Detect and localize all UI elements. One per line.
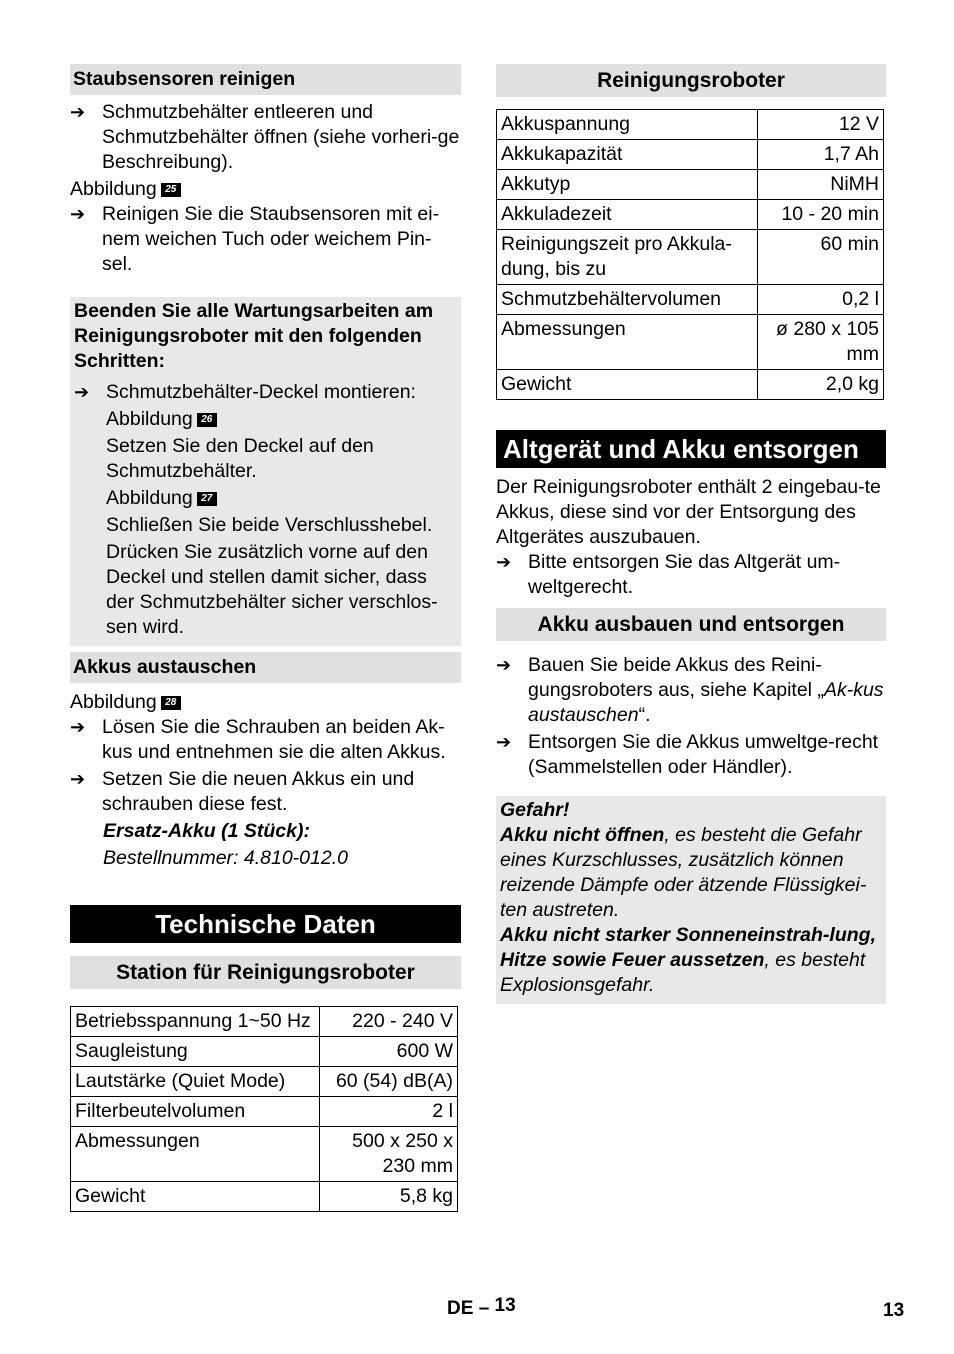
footer-dash: – — [478, 1298, 490, 1319]
section-heading-dust-sensors: Staubsensoren reinigen — [70, 64, 461, 95]
instruction-text: Drücken Sie zusätzlich vorne auf den Deckel und stellen damit sicher, dass der Schmutzbehälter sicher verschlos-sen wird. — [106, 541, 438, 638]
spec-value: 220 - 240 V — [320, 1007, 458, 1037]
list-item: ➔ Lösen Sie die Schrauben an beiden Ak-kus und entnehmen sie die alten Akkus. — [70, 716, 446, 763]
figure-number-badge: 28 — [161, 696, 181, 710]
arrow-right-icon: ➔ — [70, 102, 86, 122]
spec-value: 12 V — [758, 110, 884, 140]
table-row — [71, 1007, 458, 1037]
figure-number-badge: 27 — [197, 492, 217, 506]
spec-value: 600 W — [320, 1037, 458, 1067]
arrow-right-icon: ➔ — [70, 717, 86, 737]
spec-label: Akkuspannung — [497, 110, 758, 140]
arrow-right-icon: ➔ — [496, 655, 512, 675]
figure-number-badge: 26 — [197, 413, 217, 427]
table-row — [497, 140, 884, 170]
spec-value: 5,8 kg — [320, 1182, 458, 1212]
spec-label: Akkuladezeit — [497, 200, 758, 230]
spec-value: 2 l — [320, 1097, 458, 1127]
list-item: ➔ Bitte entsorgen Sie das Altgerät um-weltgerecht. — [496, 551, 841, 598]
spec-value: 0,2 l — [758, 285, 884, 315]
section-heading-replace-batteries: Akkus austauschen — [70, 652, 461, 683]
spec-label: Lautstärke (Quiet Mode) — [71, 1067, 320, 1097]
arrow-right-icon: ➔ — [70, 204, 86, 224]
warning-title: Gefahr! — [500, 799, 570, 821]
spec-label: Akkutyp — [497, 170, 758, 200]
arrow-right-icon: ➔ — [74, 382, 90, 402]
table-row — [497, 110, 884, 140]
order-number: Bestellnummer: 4.810-012.0 — [103, 847, 348, 869]
chapter-heading-disposal: Altgerät und Akku entsorgen — [496, 430, 886, 468]
page-footer — [447, 1296, 516, 1321]
instruction-text: Setzen Sie den Deckel auf den Schmutzbehälter. — [106, 435, 374, 482]
figure-number-badge: 25 — [161, 183, 181, 197]
section-heading-robot: Reinigungsroboter — [496, 64, 886, 97]
spec-value: 10 - 20 min — [758, 200, 884, 230]
table-row — [497, 200, 884, 230]
arrow-right-icon: ➔ — [496, 732, 512, 752]
footer-page-number: 13 — [494, 1295, 516, 1316]
disposal-paragraph: Der Reinigungsroboter enthält 2 eingebau-te Akkus, diese sind vor der Entsorgung des Altgerätes auszubauen. — [496, 476, 881, 548]
list-item: ➔ Schmutzbehälter-Deckel montieren: — [74, 381, 416, 403]
section-heading-battery-disposal: Akku ausbauen und entsorgen — [496, 608, 886, 641]
spec-value: 60 (54) dB(A) — [320, 1067, 458, 1097]
spec-value: NiMH — [758, 170, 884, 200]
spec-label: Betriebsspannung 1~50 Hz — [71, 1007, 320, 1037]
spec-label: Saugleistung — [71, 1037, 320, 1067]
right-column — [496, 64, 886, 1004]
table-row — [71, 1067, 458, 1097]
spec-label: Schmutzbehältervolumen — [497, 285, 758, 315]
list-item: ➔ Entsorgen Sie die Akkus umweltge-recht (Sammelstellen oder Händler). — [496, 731, 879, 778]
table-row — [497, 370, 884, 400]
figure-reference: Abbildung 28 — [70, 690, 461, 715]
maintenance-finish-box — [70, 297, 461, 646]
section-heading-station: Station für Reinigungsroboter — [70, 956, 461, 989]
spec-label: Akkukapazität — [497, 140, 758, 170]
spare-part-title: Ersatz-Akku (1 Stück): — [103, 820, 310, 842]
table-row — [497, 230, 884, 285]
list-item: ➔ Schmutzbehälter entleeren und Schmutzbehälter öffnen (siehe vorheri-ge Beschreibung). — [70, 101, 460, 173]
figure-reference: Abbildung 27 — [106, 486, 457, 511]
spec-label: Gewicht — [71, 1182, 320, 1212]
spec-label: Abmessungen — [71, 1127, 320, 1182]
spec-label: Abmessungen — [497, 315, 758, 370]
table-row — [71, 1182, 458, 1212]
table-row — [71, 1127, 458, 1182]
station-specs-table — [70, 1006, 458, 1212]
instruction-text: Schließen Sie beide Verschlusshebel. — [106, 514, 433, 536]
left-column — [70, 64, 461, 1212]
page-number: 13 — [883, 1300, 905, 1321]
figure-reference: Abbildung 26 — [106, 407, 457, 432]
language-code: DE — [447, 1298, 474, 1319]
spec-label: Reinigungszeit pro Akkula-dung, bis zu — [497, 230, 758, 285]
table-row — [71, 1097, 458, 1127]
list-item: ➔ Bauen Sie beide Akkus des Reini-gungsroboters aus, siehe Kapitel „Ak-kus austauschen“. — [496, 654, 884, 726]
warning-text: Akku nicht starker Sonneneinstrah-lung, Hitze sowie Feuer aussetzen, es besteht Explosionsgefahr. — [500, 924, 876, 996]
box-heading: Beenden Sie alle Wartungsarbeiten am Reinigungsroboter mit den folgenden Schritten: — [74, 300, 434, 372]
danger-warning-box — [496, 796, 886, 1004]
arrow-right-icon: ➔ — [496, 552, 512, 572]
robot-specs-table — [496, 109, 884, 400]
chapter-heading-technical-data: Technische Daten — [70, 905, 461, 943]
chapter-reference: Ak-kus austauschen — [528, 679, 884, 726]
table-row — [71, 1037, 458, 1067]
list-item: ➔ Reinigen Sie die Staubsensoren mit ei-nem weichen Tuch oder weichem Pin-sel. — [70, 203, 440, 275]
spec-value: 1,7 Ah — [758, 140, 884, 170]
list-item: ➔ Setzen Sie die neuen Akkus ein und schrauben diese fest. — [70, 768, 415, 815]
table-row — [497, 315, 884, 370]
figure-reference: Abbildung 25 — [70, 177, 461, 202]
warning-text: Akku nicht öffnen, es besteht die Gefahr eines Kurzschlusses, zusätzlich können reizende Dämpfe oder ätzende Flüssigkei-ten austreten. — [500, 824, 867, 921]
spec-value: 500 x 250 x 230 mm — [320, 1127, 458, 1182]
spec-label: Gewicht — [497, 370, 758, 400]
arrow-right-icon: ➔ — [70, 769, 86, 789]
spec-value: 60 min — [758, 230, 884, 285]
table-row — [497, 285, 884, 315]
spec-value: 2,0 kg — [758, 370, 884, 400]
spec-value: ø 280 x 105 mm — [758, 315, 884, 370]
table-row — [497, 170, 884, 200]
spec-label: Filterbeutelvolumen — [71, 1097, 320, 1127]
